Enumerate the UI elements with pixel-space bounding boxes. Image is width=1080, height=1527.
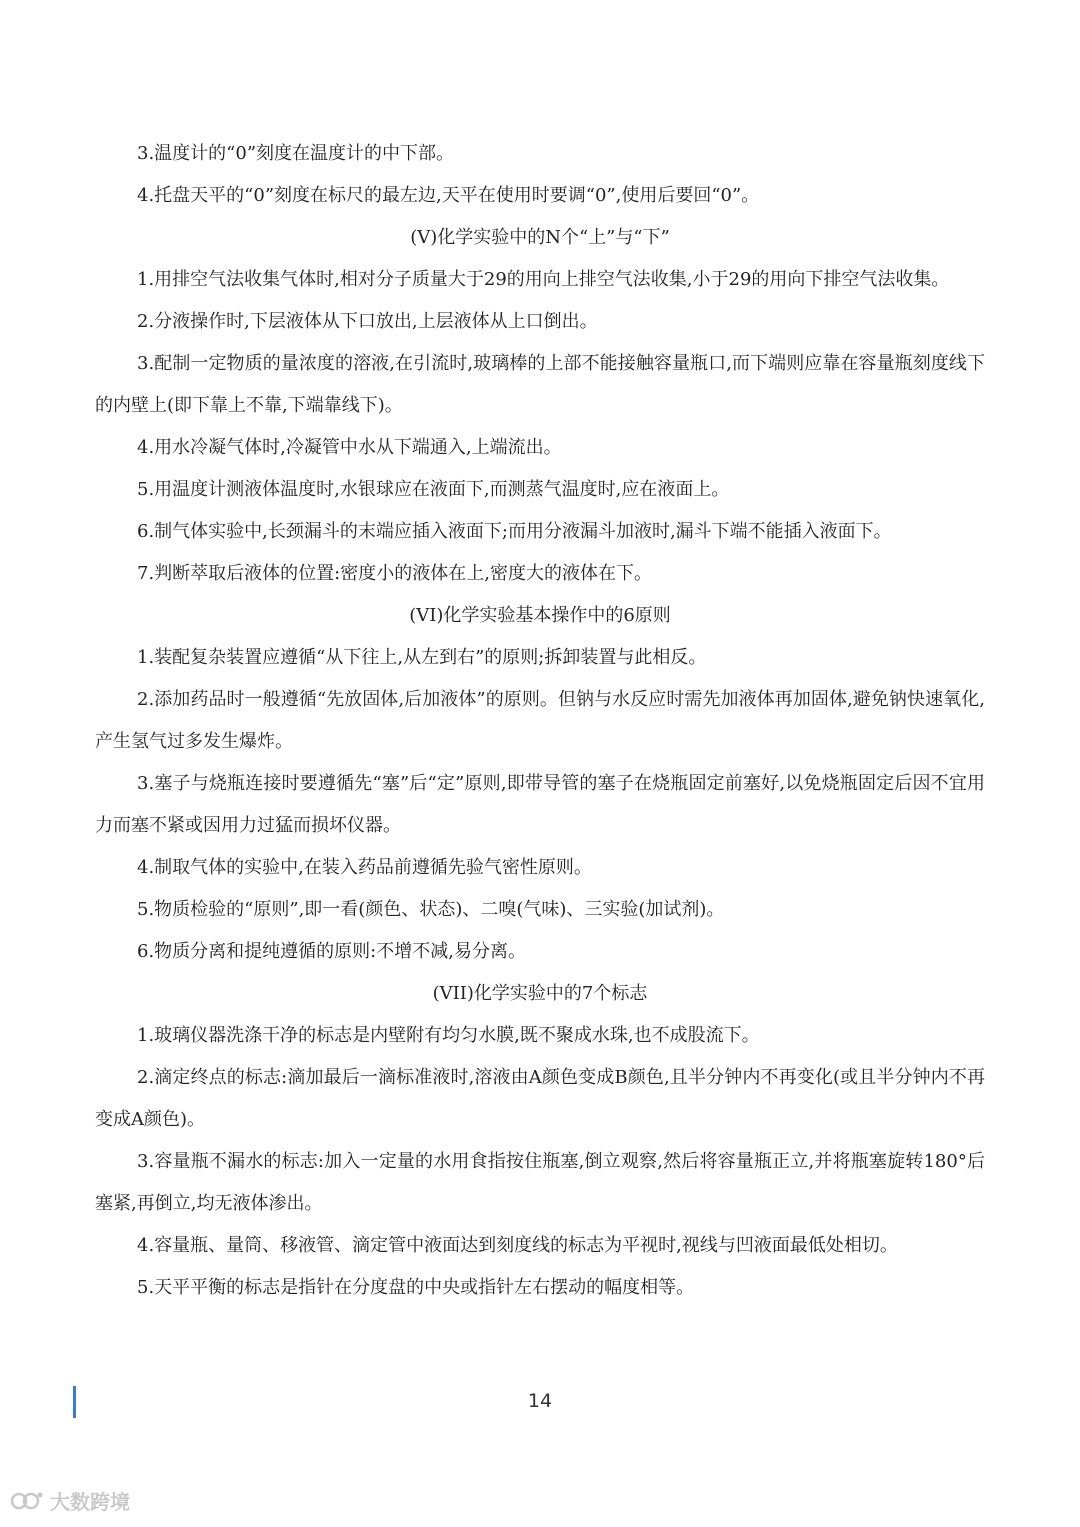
watermark-logo-icon: [10, 1489, 44, 1513]
paragraph: 6.物质分离和提纯遵循的原则:不增不减,易分离。: [137, 941, 526, 962]
paragraph: 6.制气体实验中,长颈漏斗的末端应插入液面下;而用分液漏斗加液时,漏斗下端不能插入液面下。: [137, 521, 892, 542]
paragraph: 4.用水冷凝气体时,冷凝管中水从下端通入,上端流出。: [137, 437, 562, 458]
page-content: [95, 133, 985, 1309]
paragraph: 3.温度计的“0”刻度在温度计的中下部。: [137, 143, 455, 164]
paragraph: 2.分液操作时,下层液体从下口放出,上层液体从上口倒出。: [137, 311, 598, 332]
paragraph: 1.玻璃仪器洗涤干净的标志是内壁附有均匀水膜,既不聚成水珠,也不成股流下。: [137, 1025, 760, 1046]
paragraph: 3.塞子与烧瓶连接时要遵循先“塞”后“定”原则,即带导管的塞子在烧瓶固定前塞好,以免烧瓶固定后因不宜用力而塞不紧或因用力过猛而损坏仪器。: [95, 773, 985, 836]
paragraph: 1.装配复杂装置应遵循“从下往上,从左到右”的原则;拆卸装置与此相反。: [137, 647, 707, 668]
watermark: [10, 1486, 130, 1515]
paragraph: 5.天平平衡的标志是指针在分度盘的中央或指针左右摆动的幅度相等。: [137, 1277, 695, 1298]
paragraph: 3.配制一定物质的量浓度的溶液,在引流时,玻璃棒的上部不能接触容量瓶口,而下端则应靠在容量瓶刻度线下的内壁上(即下靠上不靠,下端靠线下)。: [95, 353, 985, 416]
watermark-text: 大数跨境: [50, 1490, 130, 1514]
section-heading: (VII)化学实验中的7个标志: [432, 983, 648, 1004]
paragraph: 5.用温度计测液体温度时,水银球应在液面下,而测蒸气温度时,应在液面上。: [137, 479, 730, 500]
paragraph: 2.添加药品时一般遵循“先放固体,后加液体”的原则。但钠与水反应时需先加液体再加固体,避免钠快速氧化,产生氢气过多发生爆炸。: [95, 689, 985, 752]
paragraph: 5.物质检验的“原则”,即一看(颜色、状态)、二嗅(气味)、三实验(加试剂)。: [137, 899, 725, 920]
paragraph: 3.容量瓶不漏水的标志:加入一定量的水用食指按住瓶塞,倒立观察,然后将容量瓶正立,并将瓶塞旋转180°后塞紧,再倒立,均无液体渗出。: [95, 1151, 985, 1214]
section-heading: (V)化学实验中的N个“上”与“下”: [410, 227, 670, 248]
page-number: 14: [527, 1390, 553, 1412]
paragraph: 4.制取气体的实验中,在装入药品前遵循先验气密性原则。: [137, 857, 592, 878]
paragraph: 7.判断萃取后液体的位置:密度小的液体在上,密度大的液体在下。: [137, 563, 652, 584]
paragraph: 2.滴定终点的标志:滴加最后一滴标准液时,溶液由A颜色变成B颜色,且半分钟内不再变化(或且半分钟内不再变成A颜色)。: [95, 1067, 985, 1130]
section-heading: (VI)化学实验基本操作中的6原则: [409, 605, 671, 626]
paragraph: 1.用排空气法收集气体时,相对分子质量大于29的用向上排空气法收集,小于29的用向下排空气法收集。: [137, 269, 950, 290]
paragraph: 4.容量瓶、量筒、移液管、滴定管中液面达到刻度线的标志为平视时,视线与凹液面最低处相切。: [137, 1235, 898, 1256]
paragraph: 4.托盘天平的“0”刻度在标尺的最左边,天平在使用时要调“0”,使用后要回“0”。: [137, 185, 760, 206]
